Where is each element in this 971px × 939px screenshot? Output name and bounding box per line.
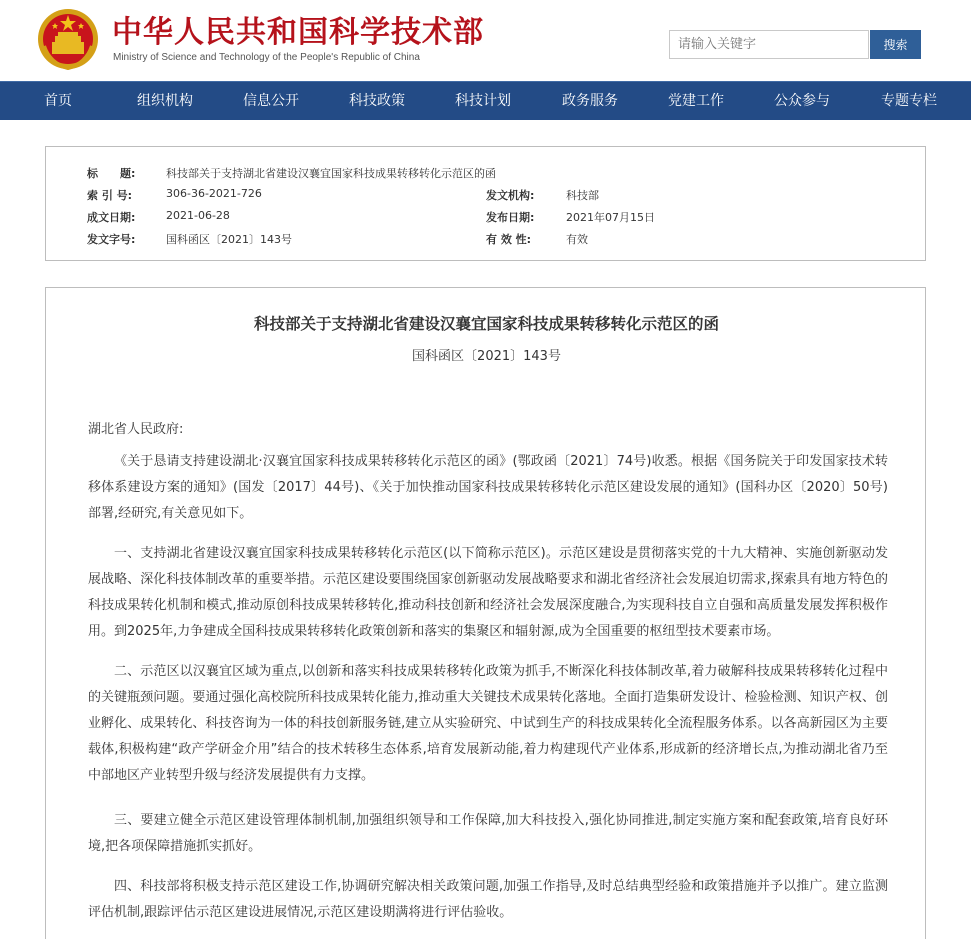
- nav-item-party-building[interactable]: 党建工作: [668, 93, 724, 109]
- nav-item-programs[interactable]: 科技计划: [455, 93, 511, 109]
- nav-list: [0, 82, 971, 121]
- nav-item-information-disclosure[interactable]: 信息公开: [243, 93, 299, 109]
- document-number: 国科函区〔2021〕143号: [412, 349, 561, 364]
- title-label: 标 题:: [87, 167, 136, 180]
- document-number-value: 国科函区〔2021〕143号: [166, 233, 292, 246]
- site-title[interactable]: 中华人民共和国科学技术部: [112, 15, 484, 50]
- validity-value: 有效: [566, 233, 588, 246]
- paragraph-intro: 《关于恳请支持建设湖北·汉襄宜国家科技成果转移转化示范区的函》(鄂政函〔2021〕74号)收悉。根据《国务院关于印发国家技术转移体系建设方案的通知》(国发〔2017〕44号)、《关于加快推动国家科技成果转移转化示范区建设发展的通知》(国科办区〔2020〕50号)部署,经研究,有关意见如下。: [88, 454, 888, 521]
- document-title: 科技部关于支持湖北省建设汉襄宜国家科技成果转移转化示范区的函: [253, 315, 719, 333]
- nav-item-organization[interactable]: 组织机构: [137, 93, 193, 109]
- issuer-value: 科技部: [566, 189, 599, 202]
- national-emblem-icon[interactable]: [36, 6, 100, 72]
- document-metadata: [45, 146, 926, 261]
- site-subtitle: Ministry of Science and Technology of the People's Republic of China: [113, 52, 420, 63]
- paragraph-1: 一、支持湖北省建设汉襄宜国家科技成果转移转化示范区(以下简称示范区)。示范区建设是贯彻落实党的十九大精神、实施创新驱动发展战略、深化科技体制改革的重要举措。示范区建设要围绕国家创新驱动发展战略要求和湖北省经济社会发展迫切需求,探索具有地方特色的科技成果转化机制和模式,推动原创科技成果转移转化,推动科技创新和经济社会发展深度融合,为实现科技自立自强和高质量发展发挥积极作用。到2025年,力争建成全国科技成果转移转化政策创新和落实的集聚区和辐射源,成为全国重要的枢纽型技术要素市场。: [88, 546, 888, 639]
- nav-item-policy[interactable]: 科技政策: [349, 93, 405, 109]
- index-value: 306-36-2021-726: [166, 187, 262, 200]
- nav-item-home[interactable]: 首页: [44, 93, 72, 109]
- index-label: 索 引 号:: [87, 189, 133, 202]
- nav-item-government-services[interactable]: 政务服务: [562, 93, 618, 109]
- nav-item-special-topics[interactable]: 专题专栏: [881, 93, 937, 109]
- main-navigation: [0, 81, 971, 120]
- validity-label: 有 效 性:: [486, 233, 532, 246]
- paragraph-2: 二、示范区以汉襄宜区域为重点,以创新和落实科技成果转移转化政策为抓手,不断深化科技体制改革,着力破解科技成果转移转化过程中的关键瓶颈问题。要通过强化高校院所科技成果转化能力,推动重大关键技术成果转化落地。全面打造集研发设计、检验检测、知识产权、创业孵化、成果转化、科技咨询为一体的科技创新服务链,建立从实验研究、中试到生产的科技成果转化全流程服务体系。以各高新园区为主要载体,积极构建“政产学研金介用”结合的技术转移生态体系,培育发展新动能,着力构建现代产业体系,形成新的经济增长点,为推动湖北省乃至中部地区产业转型升级与经济发展提供有力支撑。: [88, 664, 888, 783]
- document-body: [45, 287, 926, 939]
- published-date-value: 2021年07月15日: [566, 211, 655, 224]
- salutation: 湖北省人民政府:: [88, 422, 184, 437]
- paragraph-3: 三、要建立健全示范区建设管理体制机制,加强组织领导和工作保障,加大科技投入,强化协同推进,制定实施方案和配套政策,培育良好环境,把各项保障措施抓实抓好。: [88, 813, 888, 854]
- search-button[interactable]: 搜索: [870, 30, 921, 59]
- paragraph-4: 四、科技部将积极支持示范区建设工作,协调研究解决相关政策问题,加强工作指导,及时总结典型经验和政策措施并予以推广。建立监测评估机制,跟踪评估示范区建设进展情况,示范区建设期满将进行评估验收。: [88, 879, 888, 920]
- issuer-label: 发文机构:: [486, 189, 535, 202]
- title-value: 科技部关于支持湖北省建设汉襄宜国家科技成果转移转化示范区的函: [166, 167, 496, 180]
- created-date-label: 成文日期:: [87, 211, 136, 224]
- search-input[interactable]: [669, 30, 869, 59]
- published-date-label: 发布日期:: [486, 211, 535, 224]
- site-header: [0, 0, 971, 80]
- created-date-value: 2021-06-28: [166, 209, 230, 222]
- document-number-label: 发文字号:: [87, 233, 136, 246]
- nav-item-public-participation[interactable]: 公众参与: [774, 93, 830, 109]
